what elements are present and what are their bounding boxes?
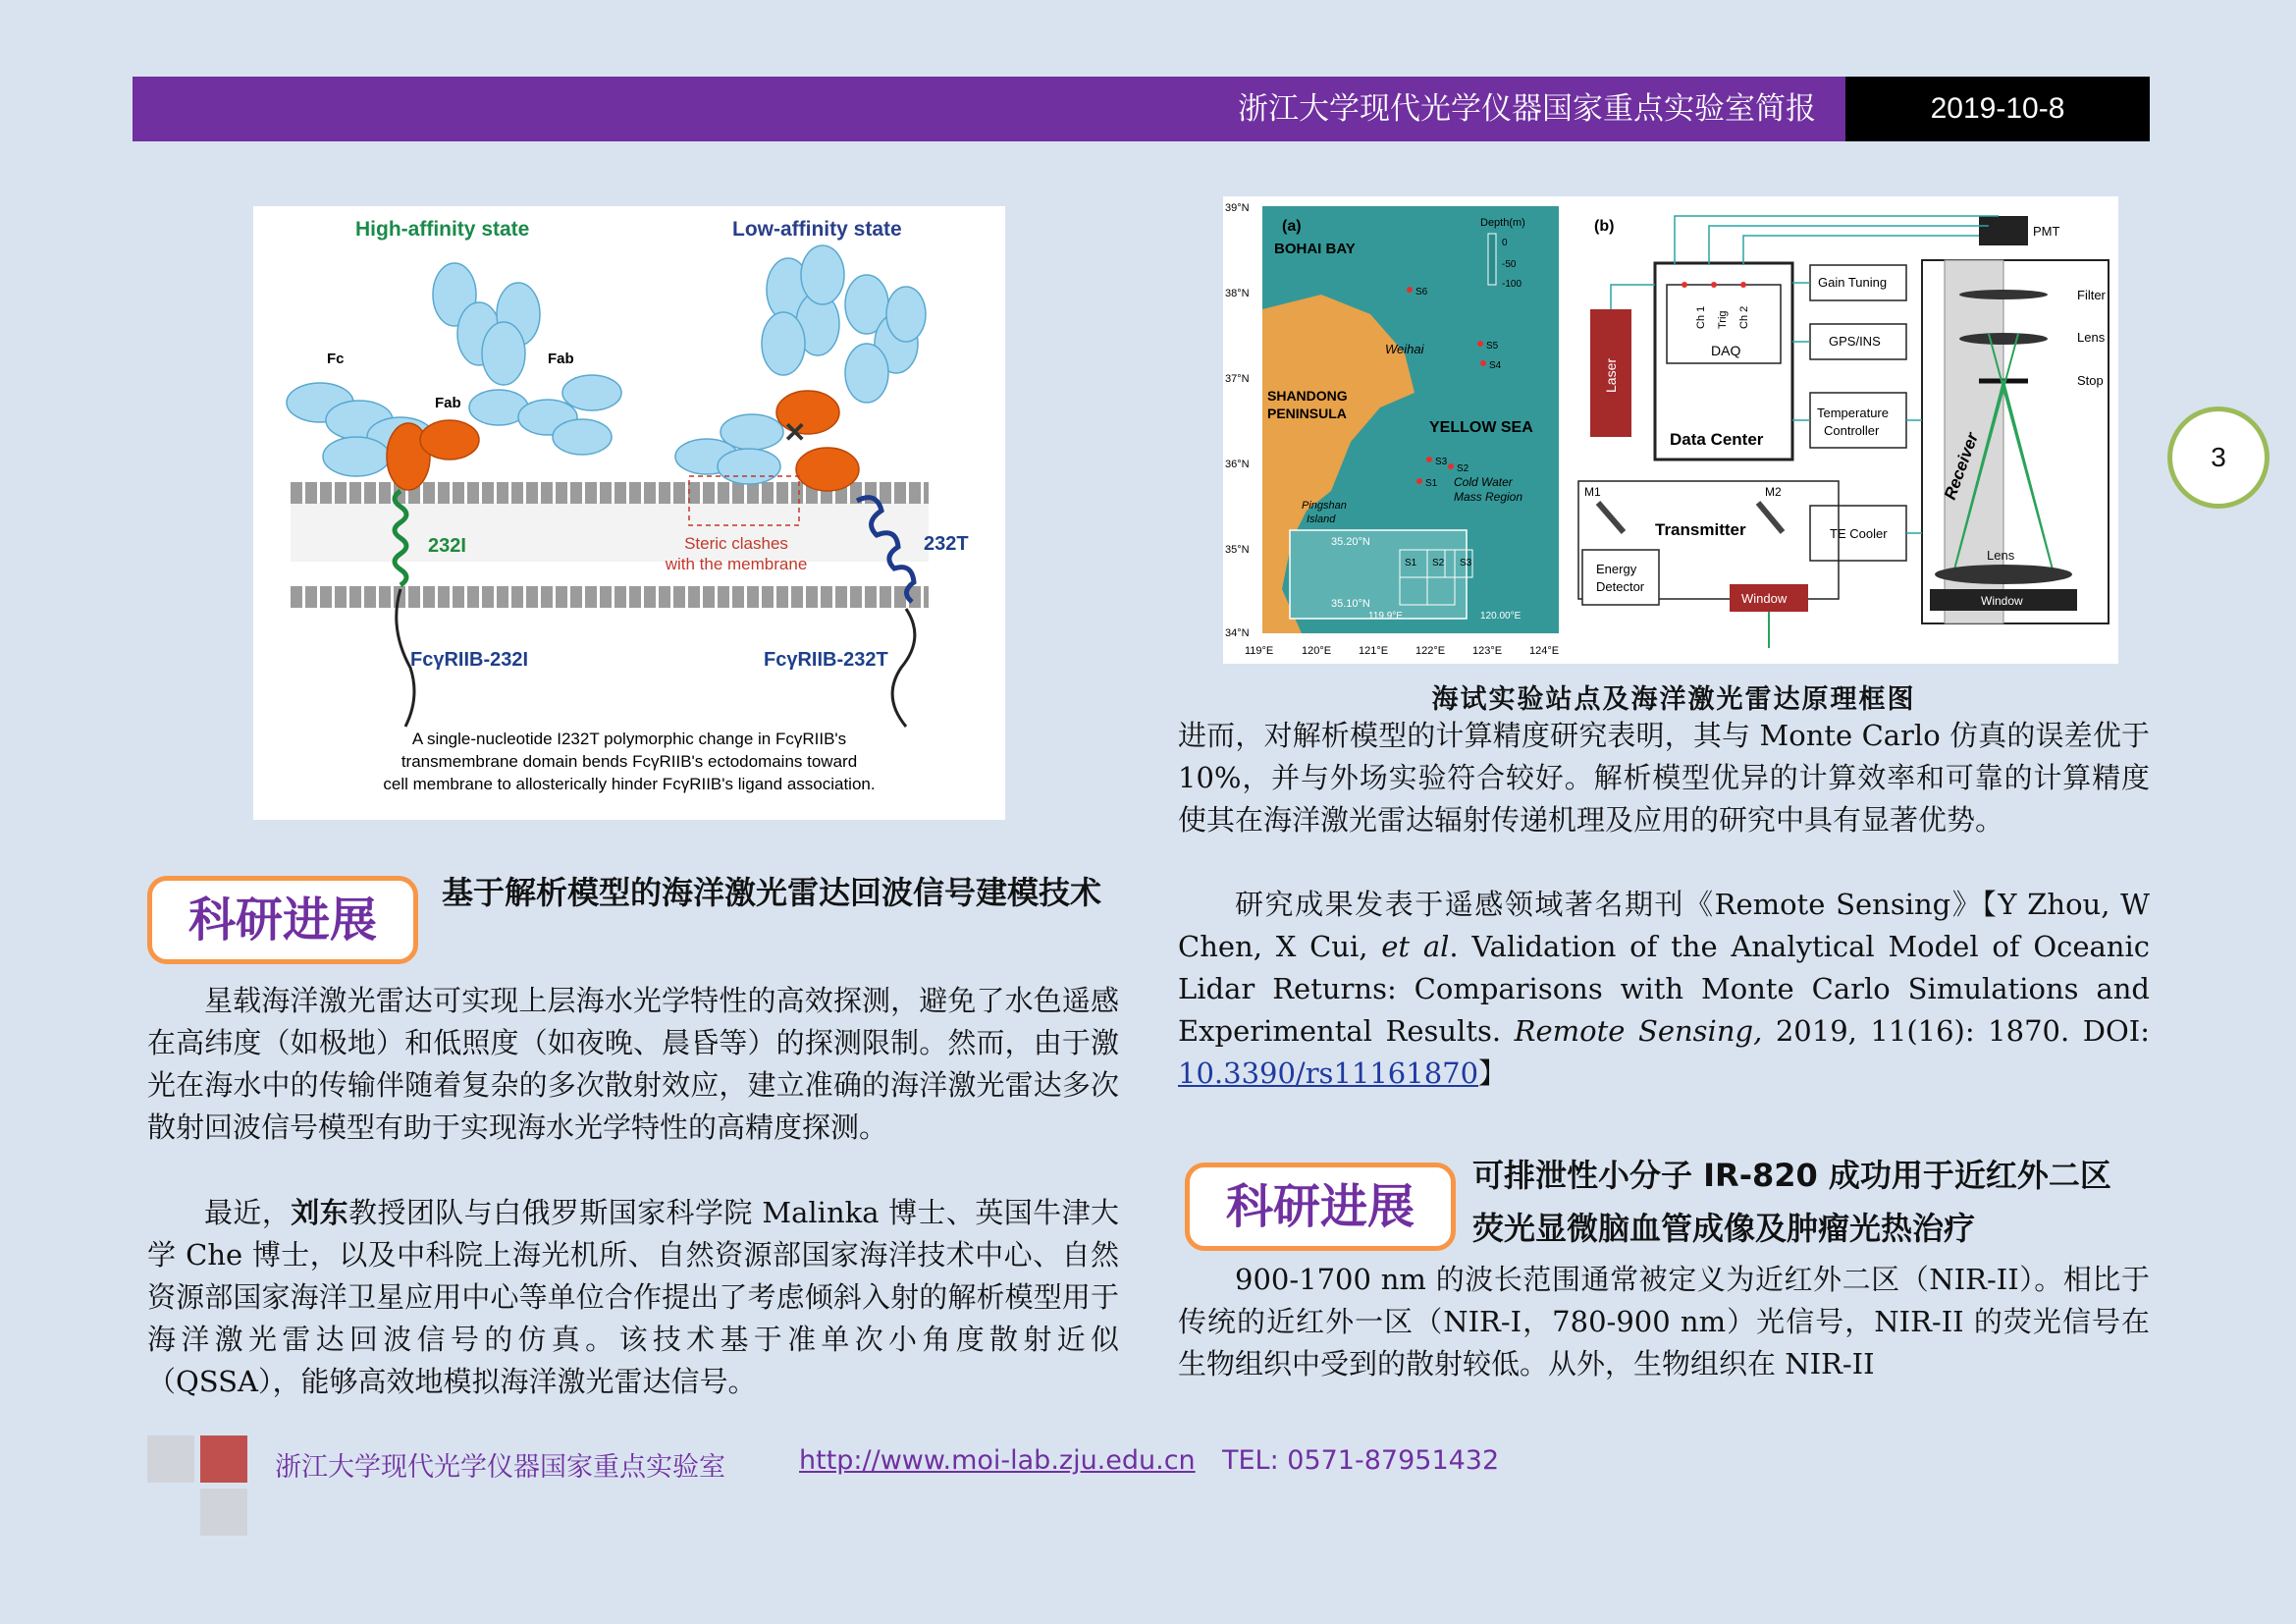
issue-date: 2019-10-8	[1845, 77, 2150, 141]
depth-colorbar	[1488, 234, 1496, 285]
lon-tick: 123°E	[1472, 645, 1503, 657]
receptor-232i: FcγRIIB-232I	[410, 649, 529, 671]
shandong-label-2: PENINSULA	[1267, 406, 1347, 421]
energy-label-1: Energy	[1596, 562, 1637, 576]
footer-square-grey	[200, 1489, 247, 1536]
te-label: TE Cooler	[1830, 526, 1888, 541]
coord-lon-1: 119.9°E	[1368, 611, 1403, 622]
fig1-caption-line-1: A single-nucleotide I232T polymorphic change in FcγRIIB's	[411, 730, 847, 748]
lon-ticks	[1245, 645, 1559, 657]
depth-50: -50	[1502, 259, 1517, 270]
section2-paragraph: 900-1700 nm 的波长范围通常被定义为近红外二区（NIR-II）。相比于传统的近红外一区（NIR-I，780-900 nm）光信号，NIR-II 的荧光信号在生物组织中受到的散射较低。从外，生物组织在 NIR-II	[1178, 1263, 2150, 1380]
fab-label-2: Fab	[548, 351, 574, 367]
schem-tag: (b)	[1594, 218, 1615, 235]
newsletter-title: 浙江大学现代光学仪器国家重点实验室简报	[1238, 91, 1816, 127]
rx-lens-label: Lens	[1987, 548, 2015, 563]
depth-0: 0	[1502, 238, 1508, 248]
section1-paragraph-2: 最近，刘东教授团队与白俄罗斯国家科学院 Malinka 博士、英国牛津大学 Che 博士，以及中科院上海光机所、自然资源部国家海洋技术中心、自然资源部国家海洋卫星应用中心等单位合作提出了考虑倾斜入射的解析模型用于海洋激光雷达回波信号的仿真。该技术基于准单次小角度散射近似（QSSA），能够高效地模拟海洋激光雷达信号。	[147, 1196, 1119, 1398]
label-232i: 232I	[428, 535, 466, 557]
footer-url[interactable]: http://www.moi-lab.zju.edu.cn	[799, 1445, 1196, 1476]
station-label: S6	[1415, 287, 1428, 298]
ch1-label: Ch 1	[1695, 305, 1707, 329]
section2-badge: 科研进展	[1185, 1163, 1456, 1251]
lon-tick: 121°E	[1359, 645, 1389, 657]
receptor-ectodomain-high	[387, 420, 479, 490]
clash-mark: ✕	[783, 417, 807, 448]
window-label: Window	[1741, 591, 1788, 606]
station-label: S2	[1457, 463, 1469, 474]
low-affinity-label: Low-affinity state	[732, 218, 902, 241]
transmitter-label: Transmitter	[1655, 520, 1746, 539]
sq-station-1: S1	[1405, 558, 1417, 568]
lat-tick: 36°N	[1225, 459, 1250, 470]
cold-label-1: Cold Water	[1454, 475, 1513, 489]
section1-title: 基于解析模型的海洋激光雷达回波信号建模技术	[442, 874, 1102, 911]
station-label: S1	[1425, 478, 1438, 489]
yellow-sea-label: YELLOW SEA	[1429, 419, 1533, 436]
section1-badge: 科研进展	[147, 876, 418, 964]
m1-label: M1	[1584, 485, 1601, 499]
rx-window-label: Window	[1981, 594, 2023, 608]
stop-label: Stop	[2077, 373, 2104, 388]
page-number: 3	[2167, 406, 2269, 509]
header-bar	[133, 77, 2150, 141]
section2-title-line-2: 荧光显微脑血管成像及肿瘤光热治疗	[1472, 1210, 1976, 1247]
steric-label-1: Steric clashes	[684, 534, 788, 553]
right-paragraph-2: 研究成果发表于遥感领域著名期刊《Remote Sensing》【Y Zhou, W Chen, X Cui, et al. Validation of the Analytical Model of Oceanic Lidar Returns: Comparisons with Monte Carlo Simulations and Experimental Results. Remote Sensing, 2019, 11(16): 1870. DOI: 10.3390/rs11161870】	[1178, 888, 2151, 1090]
bohai-label: BOHAI BAY	[1274, 241, 1356, 257]
antibody-low	[675, 245, 926, 484]
figure2-caption: 海试实验站点及海洋激光雷达原理框图	[1431, 684, 1916, 715]
label-232t: 232T	[924, 533, 969, 555]
temp-label-1: Temperature	[1817, 406, 1889, 420]
laser-label: Laser	[1603, 357, 1619, 393]
coord-lat-2: 35.10°N	[1331, 598, 1370, 610]
fig1-caption-line-2: transmembrane domain bends FcγRIIB's ectodomains toward	[400, 752, 858, 771]
tail-232t	[892, 609, 915, 727]
sq-station-3: S3	[1460, 558, 1472, 568]
m2-label: M2	[1765, 485, 1782, 499]
figure-lidar	[1223, 196, 2118, 664]
footer-org: 浙江大学现代光学仪器国家重点实验室	[275, 1452, 725, 1483]
gain-label: Gain Tuning	[1818, 275, 1888, 290]
figure-fcgriib	[253, 206, 1005, 820]
gps-label: GPS/INS	[1829, 334, 1881, 349]
lat-tick: 37°N	[1225, 373, 1250, 385]
map-tag: (a)	[1282, 218, 1302, 235]
depth-100: -100	[1502, 279, 1522, 290]
lat-tick: 38°N	[1225, 288, 1250, 299]
right-paragraph-1: 进而，对解析模型的计算精度研究表明，其与 Monte Carlo 仿真的误差优于 10%，并与外场实验符合较好。解析模型优异的计算效率和可靠的计算精度使其在海洋激光雷达辐射传递机理及应用的研究中具有显著优势。	[1178, 719, 2150, 837]
data-center-label: Data Center	[1670, 430, 1764, 449]
lon-tick: 124°E	[1529, 645, 1560, 657]
shandong-label-1: SHANDONG	[1267, 388, 1348, 404]
fab-label-1: Fab	[435, 395, 461, 411]
mirror-m2	[1758, 503, 1783, 532]
depth-title: Depth(m)	[1480, 217, 1525, 229]
lens-element	[1959, 333, 2048, 345]
weihai-label: Weihai	[1385, 342, 1424, 356]
fig1-caption-line-3: cell membrane to allosterically hinder FcγRIIB's ligand association.	[383, 775, 876, 793]
filter-element	[1959, 290, 2048, 299]
ch2-label: Ch 2	[1738, 305, 1750, 329]
sq-station-2: S2	[1432, 558, 1445, 568]
daq-label: DAQ	[1711, 343, 1741, 358]
station-label: S3	[1435, 457, 1448, 467]
lon-tick: 120°E	[1302, 645, 1332, 657]
lat-tick: 34°N	[1225, 627, 1250, 639]
pingshan-label-2: Island	[1307, 514, 1336, 525]
membrane-left	[291, 493, 929, 597]
energy-box	[1582, 550, 1659, 605]
footer-tel: TEL: 0571-87951432	[1222, 1445, 1500, 1476]
rx-lens-element	[1935, 565, 2072, 584]
coord-lon-2: 120.00°E	[1480, 611, 1522, 622]
temp-label-2: Controller	[1824, 423, 1880, 438]
doi-link[interactable]: 10.3390/rs11161870	[1178, 1056, 1479, 1090]
trig-label: Trig	[1717, 310, 1729, 329]
fc-label: Fc	[327, 351, 345, 367]
mirror-m1	[1598, 503, 1624, 532]
section2-title-line-1: 可排泄性小分子 IR-820 成功用于近红外二区	[1472, 1157, 2111, 1194]
lon-tick: 119°E	[1245, 645, 1274, 657]
receiver-label: Receiver	[1940, 430, 1983, 503]
inset-box	[1290, 530, 1472, 619]
lens-label: Lens	[2077, 330, 2106, 345]
high-affinity-label: High-affinity state	[355, 218, 530, 241]
footer-square-grey	[147, 1435, 194, 1483]
lat-tick: 35°N	[1225, 544, 1250, 556]
section1-paragraph-1: 星载海洋激光雷达可实现上层海水光学特性的高效探测，避免了水色遥感在高纬度（如极地）和低照度（如夜晚、晨昏等）的探测限制。然而，由于激光在海水中的传输伴随着复杂的多次散射效应，建立准确的海洋激光雷达多次散射回波信号模型有助于实现海水光学特性的高精度探测。	[147, 984, 1119, 1144]
lon-tick: 122°E	[1415, 645, 1446, 657]
filter-label: Filter	[2077, 288, 2106, 302]
pmt-label: PMT	[2033, 224, 2060, 239]
footer-square-red	[200, 1435, 247, 1483]
pingshan-label-1: Pingshan	[1302, 500, 1347, 512]
cold-label-2: Mass Region	[1454, 490, 1523, 504]
lat-tick: 39°N	[1225, 202, 1250, 214]
station-label: S4	[1489, 360, 1502, 371]
coord-lat-1: 35.20°N	[1331, 536, 1370, 548]
lat-ticks	[1225, 202, 1250, 639]
steric-label-2: with the membrane	[665, 555, 808, 573]
energy-label-2: Detector	[1596, 579, 1645, 594]
receptor-232t: FcγRIIB-232T	[764, 649, 888, 671]
pmt-box	[1979, 216, 2028, 245]
temp-box	[1810, 393, 1906, 448]
station-label: S5	[1486, 341, 1499, 352]
